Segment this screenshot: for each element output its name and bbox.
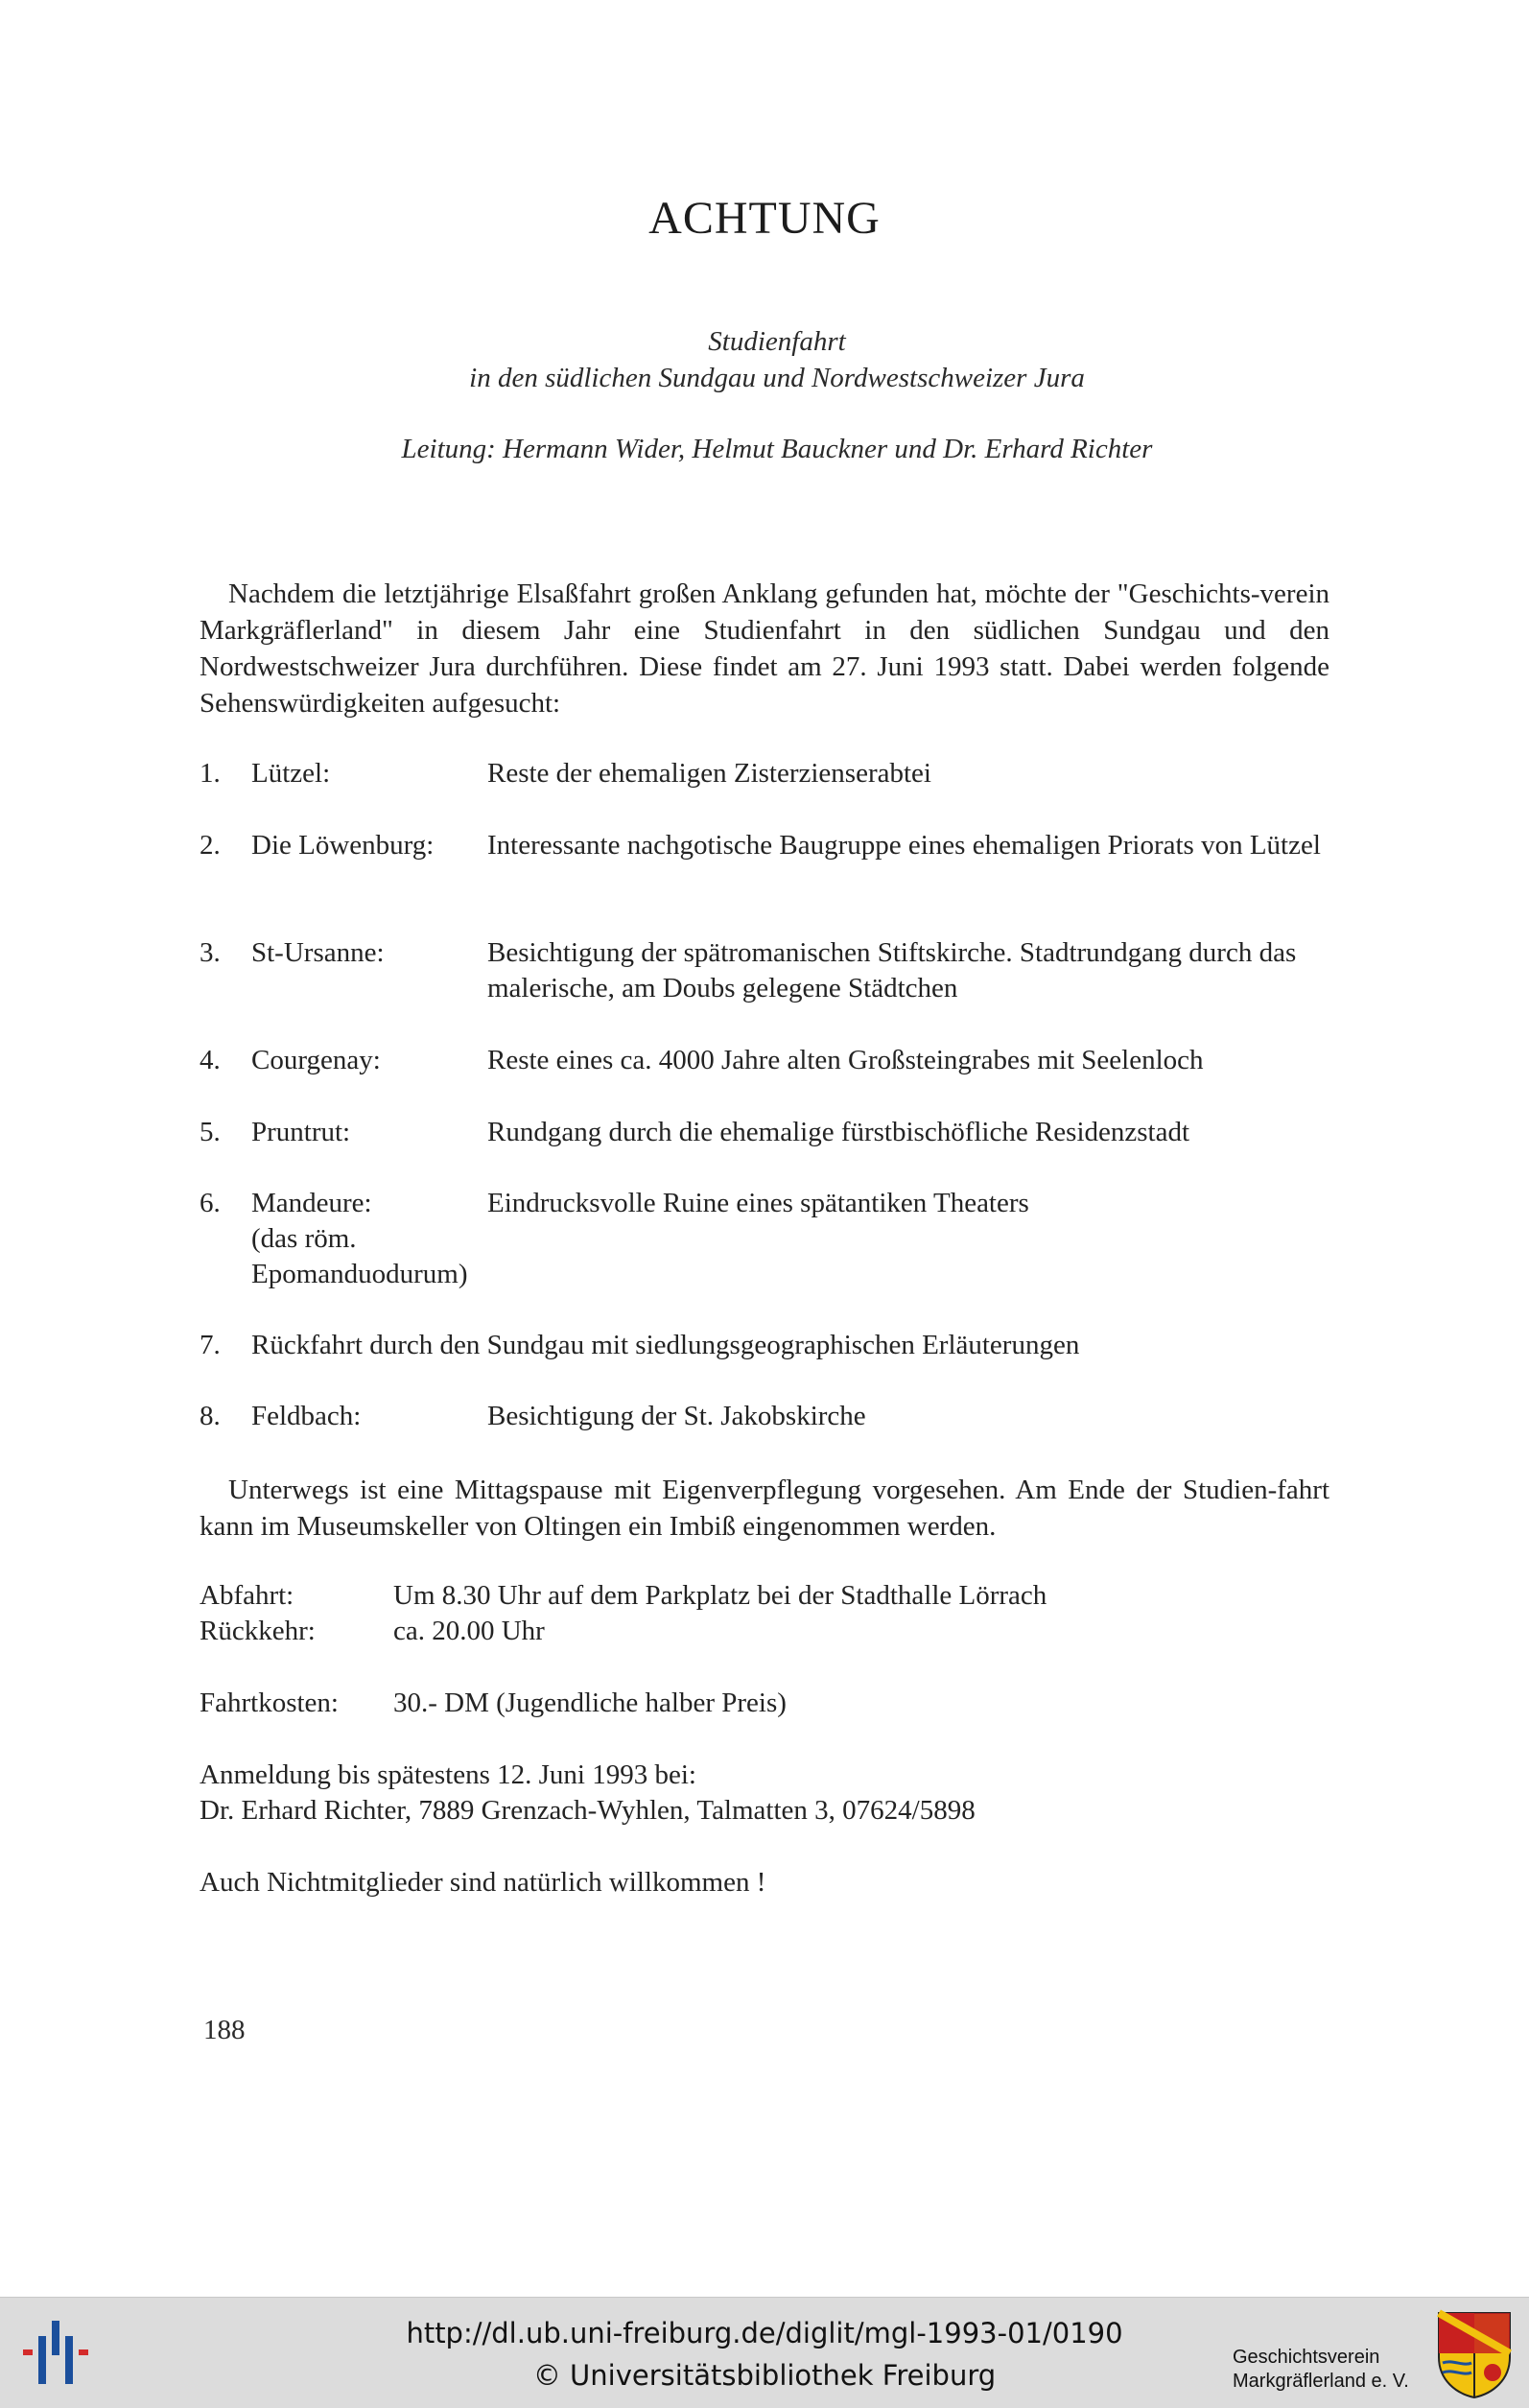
cost-row [200, 1686, 787, 1721]
item-place: Die Löwenburg: [251, 830, 435, 861]
item-description: Reste der ehemaligen Zisterzienserabtei [487, 758, 931, 789]
document-url-link[interactable]: http://dl.ub.uni-freiburg.de/diglit/mgl-1993-01/0190 [406, 2317, 1123, 2349]
item-description: Besichtigung der spätromanischen Stiftskirche. Stadtrundgang durch das malerische, am Doubs gelegene Städtchen [487, 937, 1297, 1003]
item-description: Rückfahrt durch den Sundgau mit siedlungsgeographischen Erläuterungen [251, 1330, 1080, 1360]
society-name [1233, 2346, 1409, 2394]
item-description: Reste eines ca. 4000 Jahre alten Großsteingrabes mit Seelenloch [487, 1045, 1204, 1075]
return-row [200, 1614, 545, 1649]
registration-line-2: Dr. Erhard Richter, 7889 Grenzach-Wyhlen, Talmatten 3, 07624/5898 [200, 1795, 976, 1826]
lunch-text: Unterwegs ist eine Mittagspause mit Eigenverpflegung vorgesehen. Am Ende der Studien-fahrt kann im Museumskeller von Oltingen ein Imbiß eingenommen werden. [200, 1475, 1329, 1542]
document-title: ACHTUNG [648, 193, 881, 244]
society-coat-of-arms-icon [1435, 2309, 1514, 2399]
item-description: Rundgang durch die ehemalige fürstbischöfliche Residenzstadt [487, 1117, 1190, 1147]
departure-value: Um 8.30 Uhr auf dem Parkplatz bei der Stadthalle Lörrach [393, 1580, 1047, 1611]
item-place: Feldbach: [251, 1401, 362, 1431]
item-place: St-Ursanne: [251, 937, 385, 968]
cost-value: 30.- DM (Jugendliche halber Preis) [393, 1688, 787, 1718]
item-place: Courgenay: [251, 1045, 381, 1075]
item-description: Interessante nachgotische Baugruppe eines ehemaligen Priorats von Lützel [487, 830, 1321, 861]
item-description: Eindrucksvolle Ruine eines spätantiken Theaters [487, 1188, 1029, 1218]
item-place-name: Mandeure: [251, 1188, 372, 1218]
society-name-line-1: Geschichtsverein [1233, 2347, 1380, 2368]
cost-label: Fahrtkosten: [200, 1688, 339, 1718]
subtitle-line-2: in den südlichen Sundgau und Nordwestschweizer Jura [469, 363, 1085, 393]
item-place-note-1: (das röm. [251, 1223, 357, 1254]
subtitle-line-1: Studienfahrt [708, 326, 846, 357]
item-description: Besichtigung der St. Jakobskirche [487, 1401, 866, 1431]
departure-row [200, 1578, 1047, 1614]
item-place: Pruntrut: [251, 1117, 351, 1147]
item-place [251, 1186, 501, 1292]
item-number: 8. [200, 1401, 221, 1431]
intro-paragraph [200, 576, 1329, 721]
return-value: ca. 20.00 Uhr [393, 1616, 545, 1646]
footer-bar [0, 2297, 1529, 2408]
item-number: 4. [200, 1045, 221, 1075]
item-number: 5. [200, 1117, 221, 1147]
item-number: 1. [200, 758, 221, 789]
item-number: 7. [200, 1330, 221, 1360]
lunch-paragraph [200, 1472, 1329, 1545]
departure-label: Abfahrt: [200, 1580, 294, 1611]
society-name-line-2: Markgräflerland e. V. [1233, 2371, 1409, 2392]
copyright-text: © Universitätsbibliothek Freiburg [532, 2359, 997, 2392]
leitung-line: Leitung: Hermann Wider, Helmut Bauckner und Dr. Erhard Richter [401, 434, 1153, 464]
closing-line: Auch Nichtmitglieder sind natürlich willkommen ! [200, 1867, 766, 1898]
item-place: Lützel: [251, 758, 331, 789]
return-label: Rückkehr: [200, 1616, 316, 1646]
item-place-note-2: Epomanduodurum) [251, 1259, 468, 1289]
item-number: 2. [200, 830, 221, 861]
registration-line-1: Anmeldung bis spätestens 12. Juni 1993 bei: [200, 1759, 696, 1790]
item-number: 6. [200, 1188, 221, 1218]
item-number: 3. [200, 937, 221, 968]
intro-text: Nachdem die letztjährige Elsaßfahrt großen Anklang gefunden hat, möchte der "Geschichts-verein Markgräflerland" in diesem Jahr eine Studienfahrt in den südlichen Sundgau und den Nordwestschweizer Jura durchführen. Diese findet am 27. Juni 1993 statt. Dabei werden folgende Sehenswürdigkeiten aufgesucht: [200, 578, 1329, 719]
page-number: 188 [203, 2015, 246, 2045]
